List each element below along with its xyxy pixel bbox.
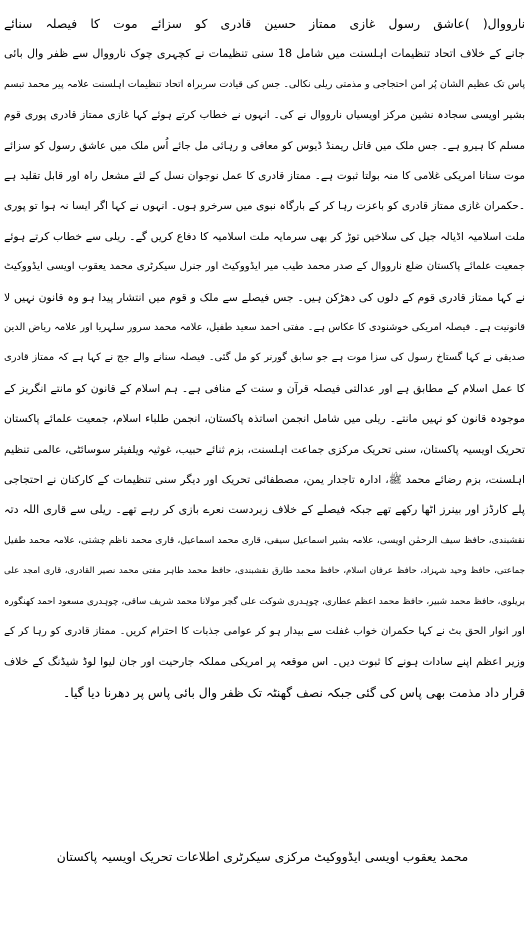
article-line: نے کہا ممتاز قادری قوم کے دلوں کی دھڑکن ہیں۔ جس فیصلے سے ملک و قوم میں انتشار پیدا ہو وہ قانون نہیں لا: [4, 290, 525, 304]
article-line: نارووال( )عاشق رسول غازی ممتاز حسین قادری کو سزائے موت کا فیصلہ سنائے: [4, 17, 525, 31]
article-line: ملت اسلامیہ اڈیالہ جیل کی سلاخیں توڑ کر بھی سرمایہ ملت اسلامیہ کا دفاع کریں گے۔ ریلی سے خطاب کرتے ہوئے: [4, 229, 525, 243]
article-line: جماعتی، حافظ وحید شہزاد، حافظ عرفان اسلام، حافظ محمد طارق نقشبندی، حافظ محمد طاہر مفتی محمد نصیر القادری، قاری امجد علی: [4, 566, 525, 577]
article-line: پلے کارڈز اور بینرز اٹھا رکھے تھے جبکہ فیصلے کے خلاف زبردست نعرے بازی کر رہے تھے۔ ریلی سے قاری اللہ دتہ: [4, 503, 525, 517]
article-line: قانونیت ہے۔ فیصلہ امریکی خوشنودی کا عکاس ہے۔ مفتی احمد سعید طفیل، علامہ محمد سرور سلہریا اور علامہ ریاض الدین: [4, 322, 525, 333]
signature-line: محمد یعقوب اویسی ایڈووکیٹ مرکزی سیکرٹری اطلاعات تحریک اویسیہ پاکستان: [56, 850, 469, 864]
article-line: موجودہ قانون کو نہیں مانتے۔ ریلی میں شامل انجمن اساتذہ پاکستان، انجمن طلباء اسلام، جمعیت علمائے پاکستان: [4, 412, 525, 426]
article-line: اہلسنت، بزم رضائے محمد ﷺ، ادارہ تاجدار یمن، مصطفائی تحریک اور دیگر سنی تنظیمات کے کارکنان نے احتجاجی: [4, 473, 525, 486]
article-line: کا عمل اسلام کے مطابق ہے اور عدالتی فیصلہ قرآن و سنت کے منافی ہے۔ ہم اسلام کے قانون کو مانتے انگریز کے: [4, 381, 525, 395]
article-line: بشیر اویسی سجادہ نشین مرکز اویسیاں نارووال نے کی۔ انہوں نے خطاب کرتے ہوئے کہا غازی ممتاز قادری پوری قوم: [4, 109, 525, 122]
article-line: اور انوار الحق بٹ نے کہا حکمران خواب غفلت سے بیدار ہو کر عوامی جذبات کا احترام کریں۔ ممتاز قادری کو رہا کر کے: [4, 626, 525, 637]
article-line: جانے کے خلاف اتحاد تنظیمات اہلسنت میں شامل 18 سنی تنظیمات نے کچہری چوک نارووال سے ظفر وال بائی: [4, 47, 525, 61]
article-line: پاس تک عظیم الشان پُر امن احتجاجی و مذمتی ریلی نکالی۔ جس کی قیادت سربراہ اتحاد تنظیمات اہلسنت علامہ پیر محمد تبسم: [4, 78, 525, 90]
article-line: وزیر اعظم اپنے سادات ہونے کا ثبوت دیں۔ اس موقعہ پر امریکی مملکہ جارحیت اور جان لیوا لوڈ شیڈنگ کے خلاف: [4, 655, 525, 669]
article-line: ۔حکمران غازی ممتاز قادری کو باعزت رہا کر کے بارگاہ نبوی میں سرخرو ہوں۔ انہوں نے کہا اگر ایسا نہ ہوا تو پوری: [4, 200, 525, 213]
article-line: قرار داد مذمت بھی پاس کی گئی جبکہ نصف گھنٹہ تک ظفر وال بائی پاس پر دھرنا دیا گیا۔: [63, 685, 525, 700]
article-line: تحریک اویسیہ پاکستان، سنی تحریک مرکزی جماعت اہلسنت، بزم ثنائے حبیب، غوثیہ ویلفیئر سوسائٹی، عالمی تنظیم: [4, 442, 525, 456]
article-line: نقشبندی، حافظ سیف الرحمٰن اویسی، علامہ بشیر اسماعیل سیفی، قاری محمد اسماعیل، قاری محمد ناظم چشتی، علامہ محمد طفیل: [4, 534, 525, 546]
article-line: موت سنانا امریکی غلامی کا منہ بولتا ثبوت ہے۔ ممتاز قادری کا عمل نوجوان نسل کے لئے مشعل راہ اور قابل تقلید ہے: [4, 170, 525, 182]
article-line: بریلوی، حافظ محمد شبیر، حافظ محمد اعظم عطاری، چوہدری شوکت علی گجر مولانا محمد شریف ساقی، چوہدری مسعود احمد کھنگورہ: [4, 596, 525, 607]
article-line: مسلم کا ہیرو ہے۔ جس ملک میں قاتل ریمنڈ ڈیوس کو معافی و رہائی مل جائے اُس ملک میں عاشق رسول کو سزائے: [4, 139, 525, 152]
article-line: جمعیت علمائے پاکستان ضلع نارووال کے صدر محمد طیب میر ایڈووکیٹ اور جنرل سیکرٹری محمد یعقوب اویسی ایڈووکیٹ: [4, 261, 525, 273]
article-line: صدیقی نے کہا گستاخ رسول کی سزا موت ہے جو سابق گورنر کو مل گئی۔ فیصلہ سنانے والے جج نے کہا ہے کہ ممتاز قادری: [4, 352, 525, 364]
